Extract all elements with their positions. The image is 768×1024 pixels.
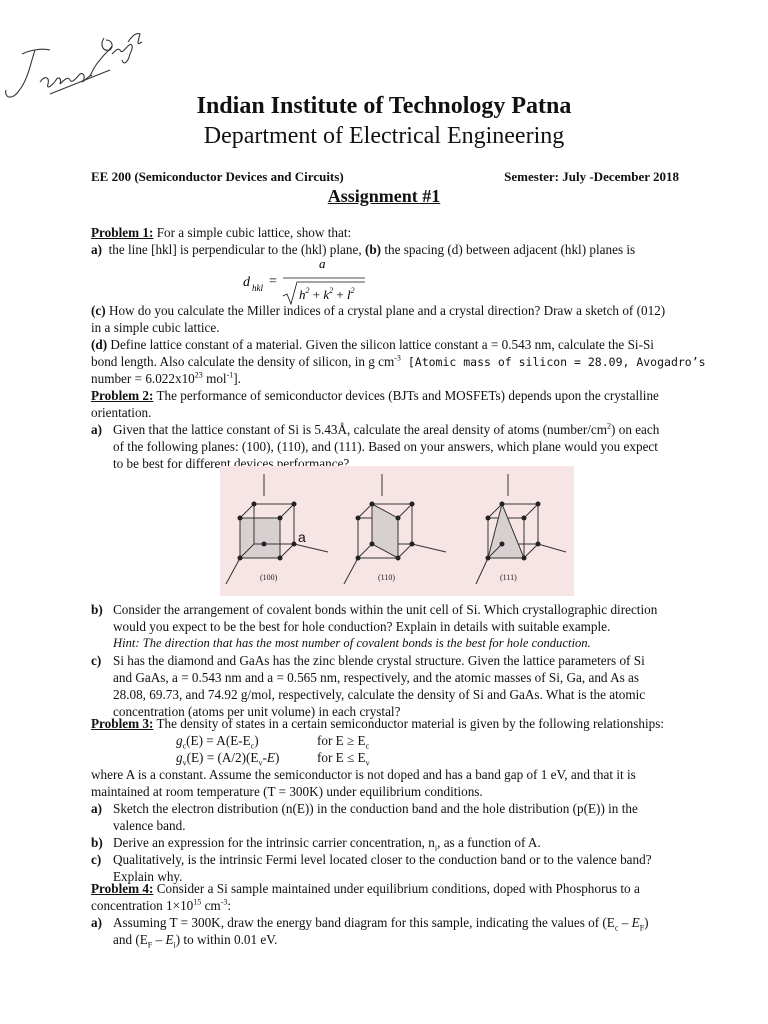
- cube-110: [344, 474, 446, 584]
- course-code: EE 200 (Semiconductor Devices and Circuits): [91, 169, 344, 184]
- problem-1-title: Problem 1:: [91, 225, 154, 240]
- d-spacing-formula: [243, 252, 383, 308]
- assignment-title: Assignment #1: [327, 186, 441, 206]
- problem-4-title: Problem 4:: [91, 881, 154, 896]
- svg-text:=: =: [269, 274, 277, 289]
- department-title: Department of Electrical Engineering: [203, 123, 565, 149]
- problem-2-title: Problem 2:: [91, 388, 154, 403]
- label-110: (110): [378, 573, 396, 582]
- semester: Semester: July -December 2018: [504, 169, 679, 184]
- cube-100: [226, 474, 328, 584]
- formula-sub: hkl: [252, 283, 263, 293]
- formula-num: a: [319, 256, 326, 271]
- crystal-planes-figure: [220, 466, 574, 596]
- svg-text:h2 + k2 + l2: $h^2 + k^2 + l^2$: [299, 286, 355, 302]
- institute-title: Indian Institute of Technology Patna: [196, 93, 572, 119]
- problem-3-title: Problem 3:: [91, 716, 154, 731]
- hint: Hint: The direction that has the most number of covalent bonds is the best for hole conduction.: [113, 636, 591, 650]
- label-100: (100): [260, 573, 278, 582]
- cube-111: [476, 474, 566, 584]
- label-111: (111): [500, 573, 517, 582]
- figure-marker-a: a: [298, 529, 306, 545]
- formula-lhs: d: [243, 275, 250, 290]
